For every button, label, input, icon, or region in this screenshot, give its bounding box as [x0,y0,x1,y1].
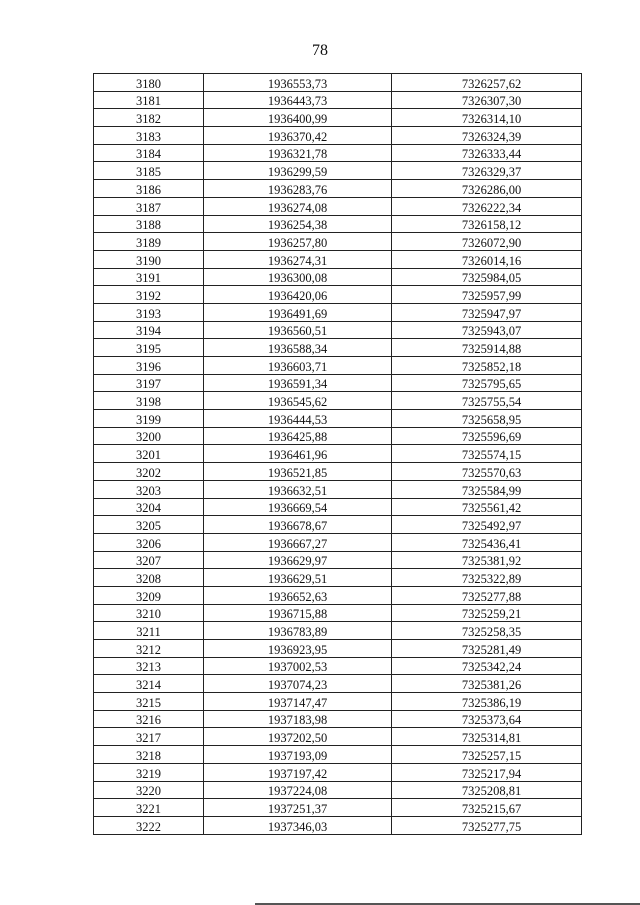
coordinates-table [93,73,582,835]
table-row [94,551,582,569]
table-row [94,144,582,162]
table-row [94,445,582,463]
y-coordinate-cell: 7326257,62 [392,74,582,92]
table-row [94,533,582,551]
x-coordinate-cell: 1937147,47 [204,693,392,711]
y-coordinate-cell: 7325386,19 [392,693,582,711]
y-coordinate-cell: 7325943,07 [392,321,582,339]
x-coordinate-cell: 1937251,37 [204,799,392,817]
point-number-cell: 3186 [94,180,204,198]
x-coordinate-cell: 1936420,06 [204,286,392,304]
point-number-cell: 3197 [94,374,204,392]
table-row [94,675,582,693]
y-coordinate-cell: 7326158,12 [392,215,582,233]
point-number-cell: 3209 [94,586,204,604]
point-number-cell: 3202 [94,463,204,481]
y-coordinate-cell: 7326324,39 [392,127,582,145]
x-coordinate-cell: 1936783,89 [204,622,392,640]
x-coordinate-cell: 1937002,53 [204,657,392,675]
point-number-cell: 3184 [94,144,204,162]
y-coordinate-cell: 7325596,69 [392,427,582,445]
point-number-cell: 3194 [94,321,204,339]
table-row [94,781,582,799]
y-coordinate-cell: 7325381,92 [392,551,582,569]
table-row [94,816,582,834]
point-number-cell: 3189 [94,233,204,251]
y-coordinate-cell: 7326329,37 [392,162,582,180]
point-number-cell: 3215 [94,693,204,711]
x-coordinate-cell: 1936629,97 [204,551,392,569]
x-coordinate-cell: 1937074,23 [204,675,392,693]
table-row [94,640,582,658]
x-coordinate-cell: 1936400,99 [204,109,392,127]
table-row [94,162,582,180]
y-coordinate-cell: 7326222,34 [392,197,582,215]
x-coordinate-cell: 1936425,88 [204,427,392,445]
table-row [94,74,582,92]
x-coordinate-cell: 1937346,03 [204,816,392,834]
x-coordinate-cell: 1936461,96 [204,445,392,463]
point-number-cell: 3214 [94,675,204,693]
point-number-cell: 3216 [94,710,204,728]
x-coordinate-cell: 1936560,51 [204,321,392,339]
table-row [94,410,582,428]
x-coordinate-cell: 1937224,08 [204,781,392,799]
point-number-cell: 3212 [94,640,204,658]
table-row [94,569,582,587]
y-coordinate-cell: 7325277,75 [392,816,582,834]
x-coordinate-cell: 1936299,59 [204,162,392,180]
table-row [94,374,582,392]
y-coordinate-cell: 7325584,99 [392,480,582,498]
x-coordinate-cell: 1936521,85 [204,463,392,481]
x-coordinate-cell: 1936632,51 [204,480,392,498]
x-coordinate-cell: 1936491,69 [204,303,392,321]
x-coordinate-cell: 1937202,50 [204,728,392,746]
x-coordinate-cell: 1936588,34 [204,339,392,357]
y-coordinate-cell: 7325795,65 [392,374,582,392]
point-number-cell: 3195 [94,339,204,357]
table-row [94,463,582,481]
table-row [94,268,582,286]
y-coordinate-cell: 7325257,15 [392,746,582,764]
y-coordinate-cell: 7325574,15 [392,445,582,463]
table-row [94,622,582,640]
y-coordinate-cell: 7325492,97 [392,516,582,534]
table-row [94,286,582,304]
point-number-cell: 3203 [94,480,204,498]
x-coordinate-cell: 1937183,98 [204,710,392,728]
point-number-cell: 3196 [94,357,204,375]
point-number-cell: 3205 [94,516,204,534]
x-coordinate-cell: 1937193,09 [204,746,392,764]
point-number-cell: 3218 [94,746,204,764]
x-coordinate-cell: 1936629,51 [204,569,392,587]
y-coordinate-cell: 7326014,16 [392,250,582,268]
table-row [94,586,582,604]
point-number-cell: 3190 [94,250,204,268]
point-number-cell: 3219 [94,763,204,781]
table-row [94,516,582,534]
x-coordinate-cell: 1936652,63 [204,586,392,604]
y-coordinate-cell: 7325217,94 [392,763,582,781]
x-coordinate-cell: 1936283,76 [204,180,392,198]
x-coordinate-cell: 1936444,53 [204,410,392,428]
x-coordinate-cell: 1936274,08 [204,197,392,215]
table-row [94,728,582,746]
point-number-cell: 3200 [94,427,204,445]
x-coordinate-cell: 1936553,73 [204,74,392,92]
x-coordinate-cell: 1936370,42 [204,127,392,145]
y-coordinate-cell: 7325215,67 [392,799,582,817]
y-coordinate-cell: 7326333,44 [392,144,582,162]
table-row [94,763,582,781]
x-coordinate-cell: 1936545,62 [204,392,392,410]
x-coordinate-cell: 1936274,31 [204,250,392,268]
y-coordinate-cell: 7325259,21 [392,604,582,622]
point-number-cell: 3185 [94,162,204,180]
y-coordinate-cell: 7325914,88 [392,339,582,357]
point-number-cell: 3210 [94,604,204,622]
point-number-cell: 3222 [94,816,204,834]
point-number-cell: 3217 [94,728,204,746]
table-row [94,109,582,127]
table-row [94,250,582,268]
y-coordinate-cell: 7325436,41 [392,533,582,551]
x-coordinate-cell: 1936300,08 [204,268,392,286]
table-row [94,693,582,711]
x-coordinate-cell: 1936667,27 [204,533,392,551]
point-number-cell: 3183 [94,127,204,145]
point-number-cell: 3211 [94,622,204,640]
table-row [94,657,582,675]
y-coordinate-cell: 7325342,24 [392,657,582,675]
point-number-cell: 3204 [94,498,204,516]
y-coordinate-cell: 7325570,63 [392,463,582,481]
table-row [94,357,582,375]
point-number-cell: 3193 [94,303,204,321]
y-coordinate-cell: 7325957,99 [392,286,582,304]
point-number-cell: 3201 [94,445,204,463]
table-row [94,480,582,498]
y-coordinate-cell: 7325258,35 [392,622,582,640]
y-coordinate-cell: 7325984,05 [392,268,582,286]
table-row [94,91,582,109]
coordinates-table-body [94,74,582,835]
y-coordinate-cell: 7326072,90 [392,233,582,251]
y-coordinate-cell: 7325314,81 [392,728,582,746]
x-coordinate-cell: 1936257,80 [204,233,392,251]
x-coordinate-cell: 1936321,78 [204,144,392,162]
table-row [94,197,582,215]
x-coordinate-cell: 1936678,67 [204,516,392,534]
point-number-cell: 3208 [94,569,204,587]
x-coordinate-cell: 1936715,88 [204,604,392,622]
table-row [94,799,582,817]
point-number-cell: 3199 [94,410,204,428]
y-coordinate-cell: 7325381,26 [392,675,582,693]
page-number: 78 [312,42,328,59]
y-coordinate-cell: 7326314,10 [392,109,582,127]
y-coordinate-cell: 7325658,95 [392,410,582,428]
point-number-cell: 3207 [94,551,204,569]
table-row [94,392,582,410]
x-coordinate-cell: 1936443,73 [204,91,392,109]
x-coordinate-cell: 1936923,95 [204,640,392,658]
x-coordinate-cell: 1936669,54 [204,498,392,516]
point-number-cell: 3206 [94,533,204,551]
y-coordinate-cell: 7325277,88 [392,586,582,604]
table-row [94,746,582,764]
point-number-cell: 3220 [94,781,204,799]
y-coordinate-cell: 7325852,18 [392,357,582,375]
table-row [94,233,582,251]
table-row [94,339,582,357]
x-coordinate-cell: 1936603,71 [204,357,392,375]
y-coordinate-cell: 7326307,30 [392,91,582,109]
point-number-cell: 3192 [94,286,204,304]
y-coordinate-cell: 7325208,81 [392,781,582,799]
table-row [94,604,582,622]
table-row [94,710,582,728]
table-row [94,303,582,321]
table-row [94,127,582,145]
point-number-cell: 3180 [94,74,204,92]
point-number-cell: 3187 [94,197,204,215]
point-number-cell: 3198 [94,392,204,410]
point-number-cell: 3182 [94,109,204,127]
x-coordinate-cell: 1936254,38 [204,215,392,233]
point-number-cell: 3213 [94,657,204,675]
table-row [94,215,582,233]
table-row [94,180,582,198]
point-number-cell: 3191 [94,268,204,286]
x-coordinate-cell: 1936591,34 [204,374,392,392]
x-coordinate-cell: 1937197,42 [204,763,392,781]
table-row [94,427,582,445]
table-row [94,498,582,516]
table-row [94,321,582,339]
y-coordinate-cell: 7326286,00 [392,180,582,198]
y-coordinate-cell: 7325281,49 [392,640,582,658]
y-coordinate-cell: 7325561,42 [392,498,582,516]
y-coordinate-cell: 7325947,97 [392,303,582,321]
point-number-cell: 3221 [94,799,204,817]
point-number-cell: 3188 [94,215,204,233]
y-coordinate-cell: 7325755,54 [392,392,582,410]
y-coordinate-cell: 7325322,89 [392,569,582,587]
point-number-cell: 3181 [94,91,204,109]
y-coordinate-cell: 7325373,64 [392,710,582,728]
